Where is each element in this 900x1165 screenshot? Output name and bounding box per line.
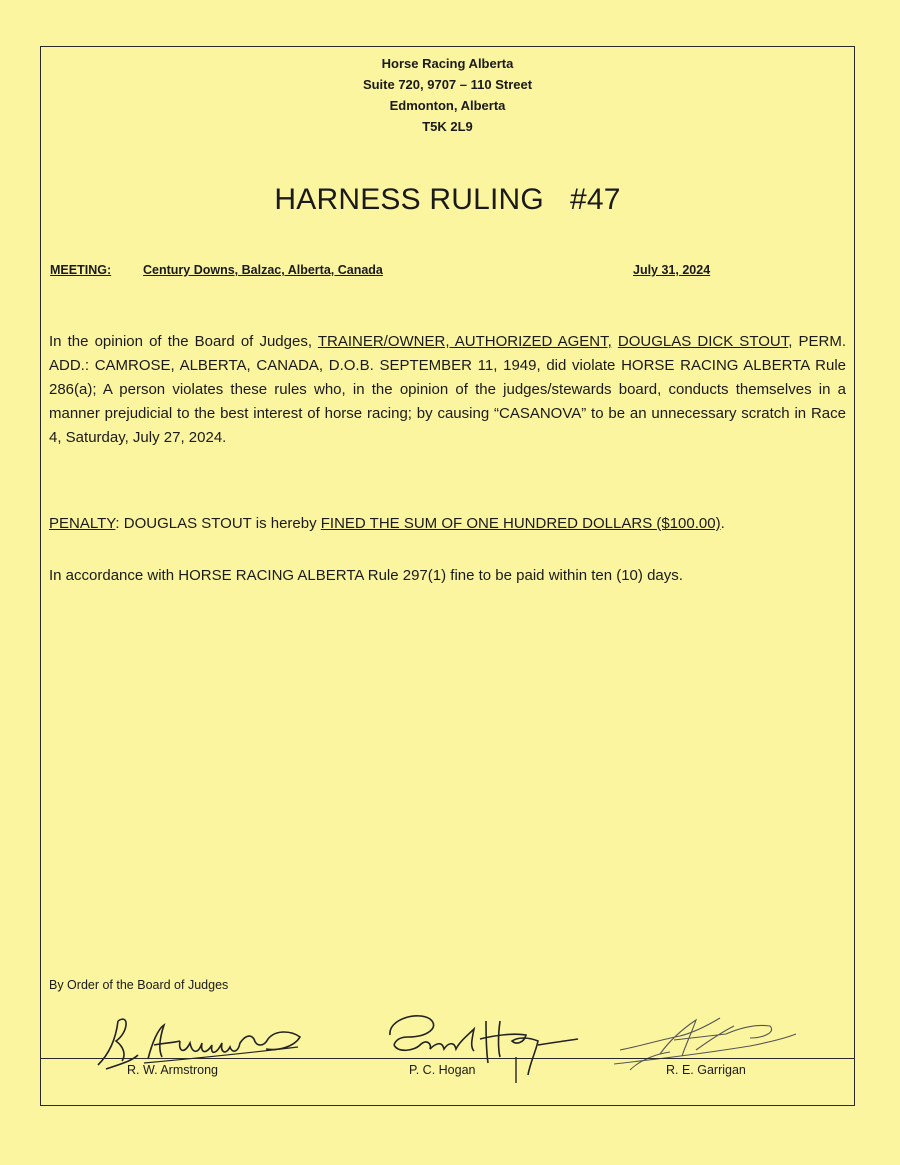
- penalty-fine: FINED THE SUM OF ONE HUNDRED DOLLARS ($100.00): [320, 515, 721, 532]
- address-line-1: Suite 720, 9707 – 110 Street: [362, 77, 533, 92]
- meeting-label: MEETING:: [50, 263, 112, 277]
- ruling-number: #47: [569, 183, 621, 216]
- penalty-label: PENALTY: [49, 515, 116, 532]
- penalty-text-before: : DOUGLAS STOUT is hereby: [115, 515, 321, 532]
- body-role: TRAINER/OWNER, AUTHORIZED AGENT,: [317, 333, 612, 350]
- accordance-paragraph: In accordance with HORSE RACING ALBERTA Rule 297(1) fine to be paid within ten (10) days.: [49, 567, 683, 584]
- ruling-title-text: HARNESS RULING: [274, 183, 544, 216]
- body-details: , PERM. ADD.: CAMROSE, ALBERTA, CANADA, D.O.B. SEPTEMBER 11, 1949, did violate HORSE RACING ALBERTA Rule 286(a); A person violates these rules who, in the opinion of the judges/stewards board, conducts themselves in a manner prejudicial to the best interest of horse racing; by causing “CASANOVA” to be an unnecessary scratch in Race 4, Saturday, July 27, 2024.: [49, 333, 847, 446]
- signer-garrigan: R. E. Garrigan: [666, 1063, 746, 1077]
- meeting-venue: Century Downs, Balzac, Alberta, Canada: [143, 263, 383, 277]
- signature-line: [40, 1058, 855, 1059]
- ruling-title: [40, 183, 855, 217]
- body-intro: In the opinion of the Board of Judges,: [49, 333, 318, 350]
- letterhead: [40, 53, 855, 137]
- postal-code: T5K 2L9: [422, 119, 473, 134]
- penalty-text-after: .: [720, 515, 725, 532]
- signer-armstrong: R. W. Armstrong: [127, 1063, 218, 1077]
- address-line-2: Edmonton, Alberta: [389, 98, 506, 113]
- penalty-paragraph: [49, 512, 846, 536]
- signer-hogan: P. C. Hogan: [409, 1063, 476, 1077]
- order-text: By Order of the Board of Judges: [49, 978, 229, 992]
- body-name: DOUGLAS DICK STOUT: [617, 333, 789, 350]
- meeting-date: July 31, 2024: [633, 263, 711, 277]
- ruling-body: [49, 330, 846, 450]
- organization-name: Horse Racing Alberta: [381, 56, 514, 71]
